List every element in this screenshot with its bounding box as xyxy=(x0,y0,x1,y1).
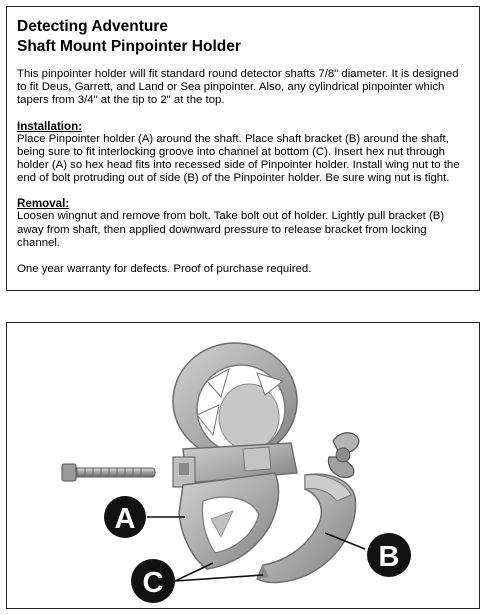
callout-c-leader-2 xyxy=(175,575,263,581)
removal-heading: Removal: xyxy=(17,197,70,211)
product-photo xyxy=(6,322,480,609)
wing-nut xyxy=(328,433,359,478)
svg-text:C: C xyxy=(142,567,164,599)
doc-title-line2: Shaft Mount Pinpointer Holder xyxy=(17,38,241,55)
installation-section xyxy=(17,120,469,186)
warranty-note: One year warranty for defects. Proof of purchase required. xyxy=(17,263,312,276)
callout-b xyxy=(367,533,411,577)
svg-text:A: A xyxy=(114,503,136,535)
holder-clamp-part-a xyxy=(179,473,278,569)
removal-section xyxy=(17,197,469,250)
svg-text:B: B xyxy=(378,541,400,573)
callout-a xyxy=(104,496,146,538)
intro-paragraph: This pinpointer holder will fit standard round detector shafts 7/8" diameter. It is designed to fit Deus, Garrett, and Land or Sea pinpointer. Also, any cylindrical pinpointer which tapers from 3/4" at the tip to 2" at the top. xyxy=(17,68,459,107)
installation-paragraph: Place Pinpointer holder (A) around the shaft. Place shaft bracket (B) around the shaft, being sure to fit interlocking groove into channel at bottom (C). Insert hex nut through holder (A) so hex head fits into recessed side of Pinpointer holder. Install wing nut to the end of bolt protruding out of side (B) of the Pinpointer holder. Be sure wing nut is tight. xyxy=(17,132,460,185)
installation-heading: Installation: xyxy=(17,119,83,133)
description-box xyxy=(6,6,480,291)
pinpointer-holder-ring xyxy=(173,343,297,459)
doc-title-line1: Detecting Adventure xyxy=(17,18,169,35)
product-illustration xyxy=(7,323,480,609)
callout-c xyxy=(131,559,175,603)
removal-paragraph: Loosen wingnut and remove from bolt. Take bolt out of holder. Lightly pull bracket (B) away from shaft, then applied downward pressure to release bracket from locking channel. xyxy=(17,210,445,249)
bolt xyxy=(62,464,155,481)
